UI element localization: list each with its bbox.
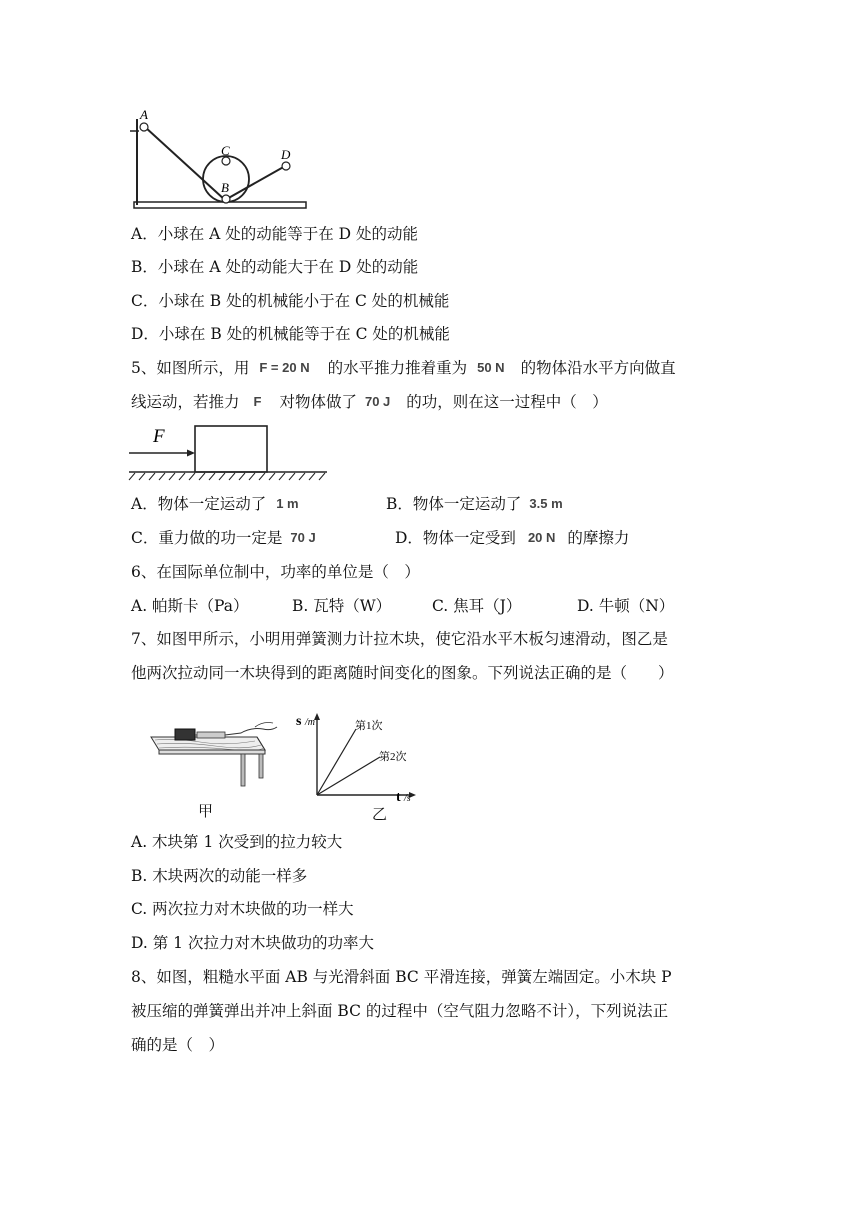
q5-option-a — [131, 493, 299, 515]
q5-option-d-text: D．物体一定受到 — [395, 529, 516, 547]
q5-text: 对物体做了 — [279, 393, 357, 411]
force-label: F — [153, 426, 165, 447]
q5-text: 的功，则在这一过程中（ ） — [406, 393, 608, 411]
label-b: B — [221, 180, 229, 195]
q5-stem-line2 — [131, 391, 608, 413]
q5-option-c-value: 70 J — [290, 530, 316, 545]
q5-option-c — [131, 527, 316, 549]
q5-option-b — [386, 493, 563, 515]
figure-label-yi: 乙 — [372, 805, 388, 823]
q5-option-d-tail: 的摩擦力 — [567, 529, 630, 547]
q7-option-c: C. 两次拉力对木块做的功一样大 — [131, 900, 354, 918]
q6-option-a: A. 帕斯卡（Pa） — [131, 597, 249, 615]
graph-xunit: /s — [404, 793, 411, 804]
series-label-2: 第2次 — [379, 751, 407, 763]
q5-formula-work: 70 J — [364, 394, 391, 409]
label-a: A — [140, 107, 148, 122]
q4-option-d: D．小球在 B 处的机械能等于在 C 处的机械能 — [131, 325, 450, 343]
spring-scale-table-figure — [145, 715, 290, 787]
q7-stem-line1: 7、如图甲所示，小明用弹簧测力计拉木块，使它沿水平木板匀速滑动，图乙是 — [131, 630, 668, 648]
series-label-1: 第1次 — [355, 720, 383, 732]
q5-text: 的水平推力推着重为 — [327, 359, 468, 377]
q5-text: 线运动，若推力 — [131, 393, 240, 411]
q7-stem-line2: 他两次拉动同一木块得到的距离随时间变化的图象。下列说法正确的是（ ） — [131, 664, 674, 682]
q5-option-b-value: 3.5 m — [529, 496, 563, 511]
q6-option-b: B. 瓦特（W） — [292, 597, 392, 615]
label-d: D — [281, 147, 291, 162]
q5-option-d-value: 20 N — [527, 530, 556, 545]
track-figure — [125, 105, 310, 211]
q6-option-c: C. 焦耳（J） — [432, 597, 522, 615]
q6-option-d: D. 牛顿（N） — [577, 597, 675, 615]
q5-option-a-text: A．物体一定运动了 — [131, 495, 267, 513]
q5-option-b-text: B．物体一定运动了 — [386, 495, 522, 513]
figure-label-jia: 甲 — [198, 802, 214, 820]
q7-option-d: D. 第 1 次拉力对木块做功的功率大 — [131, 934, 374, 952]
q5-stem-line1 — [131, 357, 676, 379]
q5-option-c-text: C．重力做的功一定是 — [131, 529, 283, 547]
q8-stem-line1: 8、如图，粗糙水平面 AB 与光滑斜面 BC 平滑连接，弹簧左端固定。小木块 P — [131, 968, 672, 986]
block-figure — [127, 420, 337, 482]
q7-option-a: A. 木块第 1 次受到的拉力较大 — [131, 833, 343, 851]
q5-text: 5、如图所示，用 — [131, 359, 250, 377]
q8-stem-line2: 被压缩的弹簧弹出并冲上斜面 BC 的过程中（空气阻力忽略不计），下列说法正 — [131, 1002, 669, 1020]
q5-option-a-value: 1 m — [276, 496, 299, 511]
series-line-1 — [317, 729, 356, 795]
series-line-2 — [317, 757, 380, 795]
q5-option-d — [395, 527, 629, 549]
label-c: C — [221, 143, 230, 158]
q5-text: 的物体沿水平方向做直 — [520, 359, 676, 377]
graph-xlabel: t — [396, 790, 401, 805]
q8-stem-line3: 确的是（ ） — [131, 1036, 225, 1054]
q4-option-a: A．小球在 A 处的动能等于在 D 处的动能 — [131, 225, 419, 243]
q5-formula-force: F = 20 N — [259, 360, 310, 375]
q5-formula-f: F — [253, 394, 262, 409]
graph-ylabel: s — [296, 714, 302, 729]
q6-stem: 6、在国际单位制中，功率的单位是（ ） — [131, 563, 420, 581]
q7-option-b: B. 木块两次的动能一样多 — [131, 867, 308, 885]
q4-option-b: B．小球在 A 处的动能大于在 D 处的动能 — [131, 258, 419, 276]
q5-formula-weight: 50 N — [477, 360, 505, 375]
q4-option-c: C．小球在 B 处的机械能小于在 C 处的机械能 — [131, 292, 450, 310]
distance-time-graph — [288, 705, 433, 805]
graph-yunit: /m — [305, 717, 315, 728]
